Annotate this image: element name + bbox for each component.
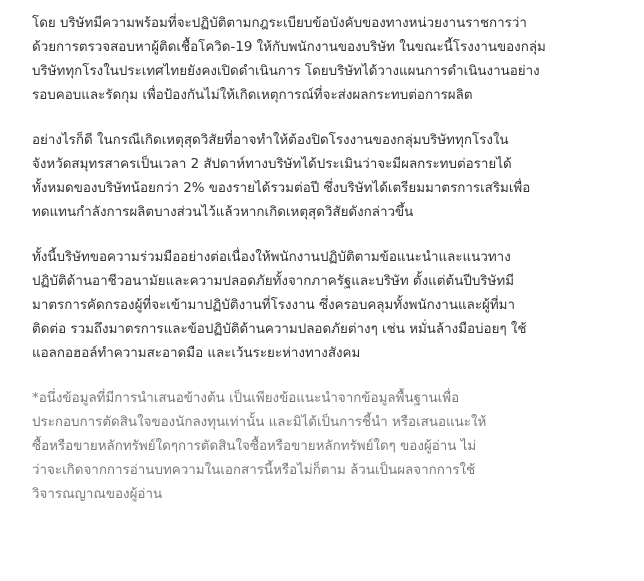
paragraph-line: รอบคอบและรัดกุม เพื่อป้องกันไม่ให้เกิดเหตุการณ์ที่จะส่งผลกระทบต่อการผลิต	[32, 88, 473, 103]
paragraph-line: แอลกอฮอล์ทำความสะอาดมือ และเว้นระยะห่างทางสังคม	[32, 346, 361, 361]
paragraph-line: ทั้งนี้บริษัทขอความร่วมมืออย่างต่อเนื่องให้พนักงานปฏิบัติตามข้อแนะนำและแนวทาง	[32, 250, 511, 265]
paragraph-line: ติดต่อ รวมถึงมาตรการและข้อปฏิบัติด้านความปลอดภัยต่างๆ เช่น หมั่นล้างมือบ่อยๆ ใช้	[32, 322, 527, 337]
paragraph-impact	[32, 129, 622, 225]
paragraph-line: ทดแทนกำลังการผลิตบางส่วนไว้แล้วหากเกิดเหตุสุดวิสัยดังกล่าวขึ้น	[32, 205, 414, 220]
disclaimer-note	[32, 387, 622, 507]
disclaimer-line: ว่าจะเกิดจากการอ่านบทความในเอกสารนี้หรือไม่ก็ตาม ล้วนเป็นผลจากการใช้	[32, 463, 476, 478]
disclaimer-line: ซื้อหรือขายหลักทรัพย์ใดๆการตัดสินใจซื้อหรือขายหลักทรัพย์ใดๆ ของผู้อ่าน ไม่	[32, 439, 477, 454]
disclaimer-line: วิจารณญาณของผู้อ่าน	[32, 487, 163, 502]
disclaimer-line: *อนึ่งข้อมูลที่มีการนำเสนอข้างต้น เป็นเพียงข้อแนะนำจากข้อมูลพื้นฐานเพื่อ	[32, 391, 460, 406]
paragraph-readiness	[32, 12, 622, 108]
paragraph-line: ปฏิบัติด้านอาชีวอนามัยและความปลอดภัยทั้งจากภาครัฐและบริษัท ตั้งแต่ต้นปีบริษัทมี	[32, 274, 515, 289]
paragraph-line: ด้วยการตรวจสอบหาผู้ติดเชื้อโควิด-19 ให้กับพนักงานของบริษัท ในขณะนี้โรงงานของกลุ่ม	[32, 40, 546, 55]
paragraph-line: บริษัททุกโรงในประเทศไทยยังคงเปิดดำเนินการ โดยบริษัทได้วางแผนการดำเนินงานอย่าง	[32, 64, 540, 79]
paragraph-safety-measures	[32, 246, 622, 366]
paragraph-line: มาตรการคัดกรองผู้ที่จะเข้ามาปฏิบัติงานที่โรงงาน ซึ่งครอบคลุมทั้งพนักงานและผู้ที่มา	[32, 298, 516, 313]
article-body	[32, 12, 622, 528]
paragraph-line: อย่างไรก็ดี ในกรณีเกิดเหตุสุดวิสัยที่อาจทำให้ต้องปิดโรงงานของกลุ่มบริษัททุกโรงใน	[32, 133, 509, 148]
paragraph-line: จังหวัดสมุทรสาครเป็นเวลา 2 สัปดาห์ทางบริษัทได้ประเมินว่าจะมีผลกระทบต่อรายได้	[32, 157, 512, 172]
disclaimer-line: ประกอบการตัดสินใจของนักลงทุนเท่านั้น และมิได้เป็นการชี้นำ หรือเสนอแนะให้	[32, 415, 487, 430]
paragraph-line: โดย บริษัทมีความพร้อมที่จะปฏิบัติตามกฎระเบียบข้อบังคับของทางหน่วยงานราชการว่า	[32, 16, 527, 31]
paragraph-line: ทั้งหมดของบริษัทน้อยกว่า 2% ของรายได้รวมต่อปี ซึ่งบริษัทได้เตรียมมาตรการเสริมเพื่อ	[32, 181, 531, 196]
